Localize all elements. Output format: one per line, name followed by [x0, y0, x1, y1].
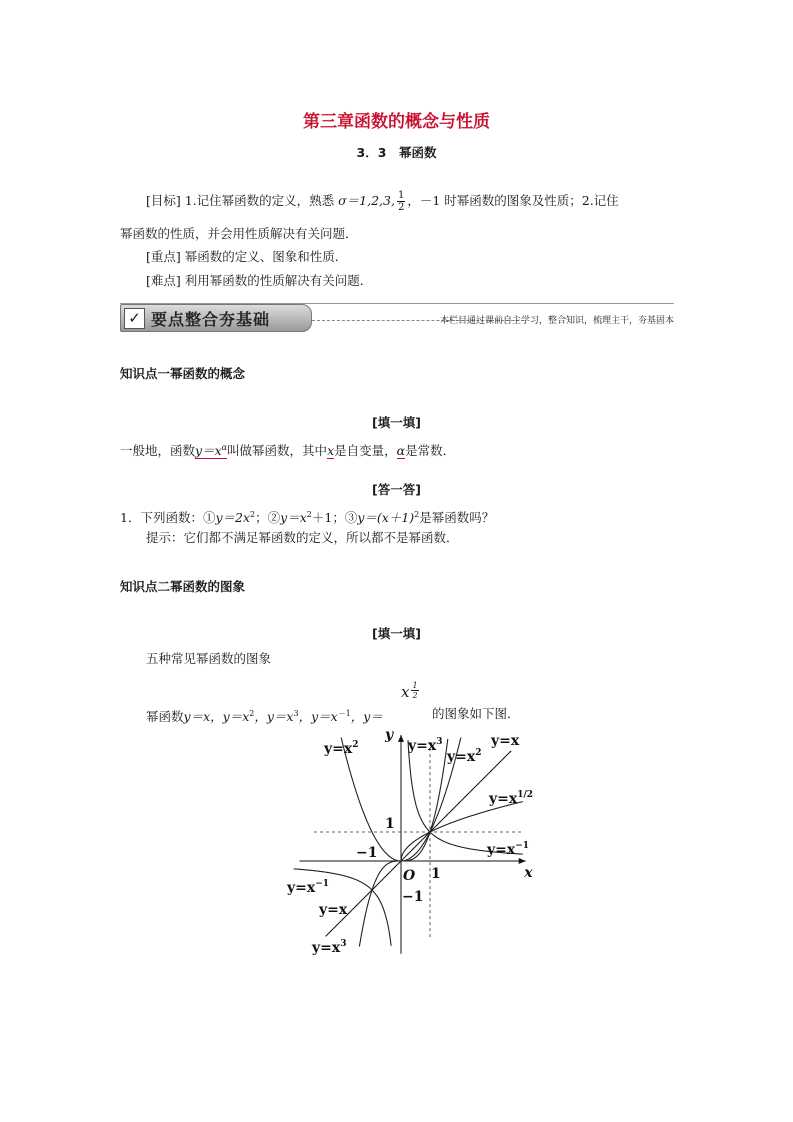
kp1-fill-text	[120, 440, 455, 459]
label-left-x: y=x	[319, 902, 348, 918]
goal-suffix: ，－1 时幂函数的图象及性质；2.记住	[407, 193, 619, 208]
objective-goal-line2: 幂函数的性质，并会用性质解决有关问题．	[120, 226, 358, 241]
question-b-sup: 2	[250, 510, 256, 519]
section-banner	[120, 304, 674, 330]
check-icon: ✓	[124, 308, 145, 329]
fill-blank-function	[195, 443, 227, 459]
kp2-fill-label: [填一填]	[372, 626, 421, 641]
big-x-exp-num: 1	[412, 681, 418, 690]
objective-difficulty: [难点] 利用幂函数的性质解决有关问题．	[146, 273, 373, 288]
label-left-x-inverse-sup: −1	[315, 879, 330, 889]
goal-sigma-values: σ＝1,2,3,	[338, 193, 395, 208]
functions-line-e: ，y＝	[350, 709, 383, 725]
fill-blank-function-text: y＝x	[195, 443, 222, 459]
functions-line-big-x	[401, 683, 421, 702]
fill-text-c: 叫做幂函数，其中	[227, 443, 328, 459]
big-x: x	[401, 683, 410, 701]
label-right-x-inverse-sup: −1	[515, 841, 530, 851]
big-x-exponent	[411, 681, 418, 700]
banner-box	[120, 304, 312, 332]
question-d: y＝x	[280, 510, 307, 526]
question-b: y＝2x	[215, 510, 251, 526]
kp2-intro: 五种常见幂函数的图象	[146, 651, 272, 666]
fill-blank-constant-text: α	[396, 443, 406, 459]
question-d-sup: 2	[306, 510, 312, 519]
fill-text-a: 一般地，函数	[120, 443, 196, 459]
functions-line-c-sup: 3	[293, 709, 299, 718]
tick-x-neg-one: −1	[356, 845, 378, 861]
curve-x-cubed	[359, 739, 447, 947]
goal-frac-num: 1	[397, 190, 405, 201]
question-g: 是幂函数吗？	[419, 510, 495, 526]
label-left-x-cubed: $y=x^3$	[312, 939, 347, 956]
label-top-x-squared: $y=x^2$	[447, 748, 482, 765]
goal-frac-den: 2	[397, 202, 405, 213]
kp1-hint: 提示：它们都不满足幂函数的定义，所以都不是幂函数．	[146, 530, 459, 545]
question-f-sup: 2	[414, 510, 420, 519]
kp2-functions-line	[146, 706, 383, 725]
question-a: 1．下列函数：①	[120, 510, 216, 526]
kp2-heading: 知识点二幂函数的图象	[120, 579, 246, 594]
big-x-exp-den: 2	[412, 691, 418, 700]
label-right-x-half-sup: 1/2	[517, 790, 534, 800]
functions-line-b-sup: 2	[249, 709, 255, 718]
goal-fraction	[397, 190, 405, 213]
tick-y-one: 1	[385, 816, 395, 832]
label-right-x-inverse: $y=x^{-1}$	[487, 841, 530, 858]
label-top-x-squared-sup: 2	[475, 748, 482, 758]
label-left-x-squared: $y=x^2$	[324, 740, 359, 757]
question-f: y＝(x＋1)	[357, 510, 415, 526]
power-function-graph	[284, 730, 534, 970]
label-top-x: y=x	[491, 733, 520, 749]
goal-prefix: [目标] 1.记住幂函数的定义，熟悉	[146, 193, 335, 208]
objective-goal	[146, 190, 619, 213]
functions-line-tail: 的图象如下图．	[432, 706, 520, 721]
functions-line-b: y＝x，y＝x	[183, 709, 250, 725]
chapter-title: 第三章函数的概念与性质	[303, 112, 490, 132]
kp1-qa-label: [答一答]	[372, 482, 421, 497]
kp1-question	[120, 507, 494, 526]
label-left-x-inverse: $y=x^{-1}$	[287, 879, 330, 896]
question-c: ；②	[255, 510, 281, 526]
fill-text-e: 是自变量，	[334, 443, 397, 459]
fill-blank-constant	[397, 443, 405, 459]
banner-title: 要点整合夯基础	[151, 310, 271, 329]
x-axis-label: x	[524, 865, 533, 881]
y-axis-arrow	[398, 735, 404, 742]
fill-blank-function-exp: α	[221, 443, 228, 452]
y-axis-label: y	[385, 730, 394, 744]
label-left-x-cubed-sup: 3	[340, 939, 347, 949]
tick-x-one: 1	[431, 866, 441, 882]
section-title: 3．3 幂函数	[356, 145, 437, 160]
label-top-x-cubed-sup: 3	[436, 737, 443, 747]
label-right-x-half: $y=x^{1/2}$	[489, 790, 534, 807]
fill-blank-variable-text: x	[327, 443, 335, 459]
label-top-x-cubed: $y=x^3$	[408, 737, 443, 754]
objective-key-point: [重点] 幂函数的定义、图象和性质．	[146, 249, 348, 264]
kp1-fill-label: [填一填]	[372, 415, 421, 430]
x-axis-arrow	[519, 858, 526, 864]
functions-line-d: ，y＝x	[298, 709, 338, 725]
curve-x	[326, 751, 512, 937]
origin-label: O	[403, 868, 416, 884]
banner-note: 本栏目通过课前自主学习，整合知识，梳理主干，夯基固本	[439, 316, 674, 326]
functions-line-d-sup: －1	[337, 709, 351, 718]
functions-line-c: ，y＝x	[254, 709, 294, 725]
question-e: ＋1；③	[311, 510, 358, 526]
tick-y-neg-one: −1	[402, 889, 424, 905]
fill-text-g: 是常数．	[405, 443, 456, 459]
kp1-heading: 知识点一幂函数的概念	[120, 366, 246, 381]
label-left-x-squared-sup: 2	[352, 740, 359, 750]
functions-line-a: 幂函数	[146, 709, 184, 725]
